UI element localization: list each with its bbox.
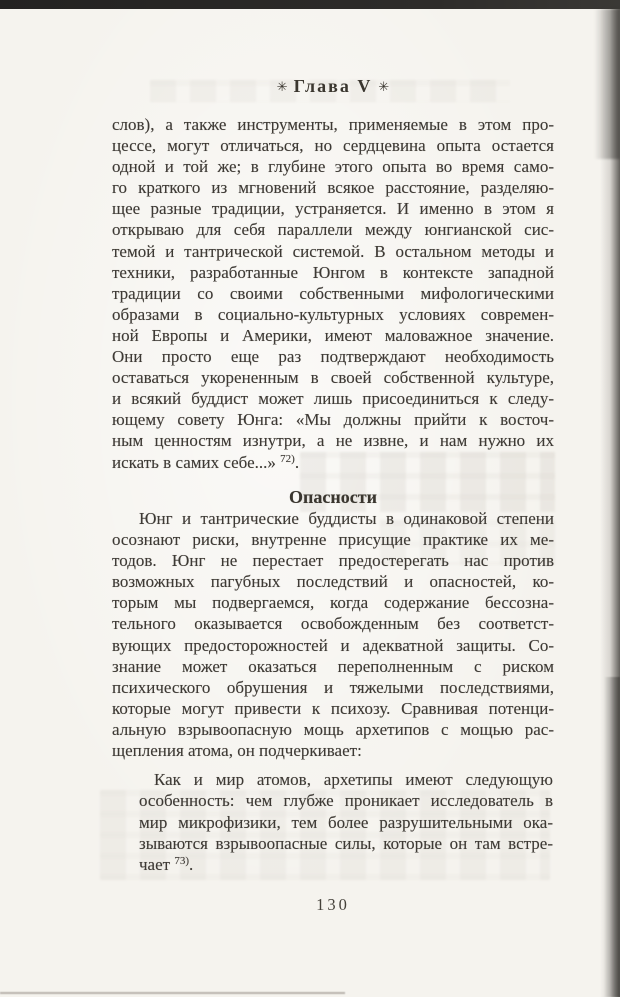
asterisk-ornament-icon: ✳	[378, 80, 390, 95]
text-line: слов), а также инструменты, применяемые в этом про-	[112, 115, 554, 134]
text-line: оставаться укорененным в своей собственной культуре,	[112, 368, 554, 388]
text-line: одной и той же; в глубине этого опыта во время само-	[112, 157, 554, 177]
footnote-reference: 73)	[174, 855, 189, 868]
block-quote	[139, 769, 553, 875]
text-line: торым мы подвергаемся, когда содержание бессозна-	[112, 593, 554, 613]
text-line: го краткого из мгновений всякое расстояние, разделяю-	[112, 178, 554, 198]
scan-right-edge-shadow-bottom	[604, 677, 620, 997]
text-line: цессе, могут отличаться, но сердцевина опыта остается	[112, 136, 554, 156]
text-line: и всякий буддист может лишь присоединиться к следу-	[112, 389, 554, 409]
text-line: техники, разработанные Юнгом в контексте западной	[112, 262, 554, 282]
text-line: ным ценностям изнутри, а не извне, и нам нужно их	[112, 431, 554, 451]
text-line: зываются взрывоопасные силы, которые он там встре-	[139, 833, 553, 853]
text-line: возможных пагубных последствий и опасностей, ко-	[112, 572, 554, 592]
text-line: которые могут привести к психозу. Сравнивая потенци-	[112, 698, 554, 718]
asterisk-ornament-icon: ✳	[276, 80, 288, 95]
text-line: знание может оказаться переполненным с риском	[112, 656, 554, 676]
scan-top-edge	[0, 0, 620, 9]
paragraph-dangers	[112, 508, 554, 761]
text-line: вующих предосторожностей и адекватной защиты. Со-	[112, 635, 554, 655]
text-line: ющему совету Юнга: «Мы должны прийти к восточ-	[112, 410, 554, 430]
text-line: традиции со своими собственными мифологическими	[112, 283, 554, 303]
text-line: Как и мир атомов, архетипы имеют следующую	[154, 770, 553, 789]
text-line: искать в самих себе...» $^{72)}$.	[112, 452, 300, 472]
chapter-header	[112, 76, 554, 97]
text-line: ной Европы и Америки, имеют маловажное значение.	[112, 325, 554, 345]
text-line: особенность: чем глубже проникает исследователь в	[139, 791, 553, 811]
text-line: психического обрушения и тяжелыми последствиями,	[112, 677, 554, 697]
chapter-title: Глава V	[293, 76, 373, 96]
page-number: 130	[316, 895, 350, 914]
scan-bottom-edge	[0, 992, 345, 994]
footnote-reference: 72)	[280, 452, 295, 465]
text-line: открываю для себя параллели между юнгианской сис-	[112, 220, 554, 240]
text-line: осознают риски, внутренне присущие практике их ме-	[112, 530, 554, 550]
paragraph-continuation	[112, 114, 554, 473]
text-line: мир микрофизики, тем более разрушительными ока-	[139, 812, 553, 832]
text-line: тельного оказывается освобожденным без соответст-	[112, 614, 554, 634]
text-line: Они просто еще раз подтверждают необходимость	[112, 347, 554, 367]
text-line: темой и тантрической системой. В остальном методы и	[112, 241, 554, 261]
text-line: чает $^{73)}$.	[139, 855, 194, 875]
text-line: щепления атома, он подчеркивает:	[112, 741, 362, 761]
text-line: щее разные традиции, устраняется. И именно в этом я	[112, 199, 554, 219]
text-line: образами в социально-культурных условиях современ-	[112, 304, 554, 324]
scan-right-edge-shadow-top	[594, 9, 620, 159]
text-line: Юнг и тантрические буддисты в одинаковой степени	[139, 509, 554, 528]
text-line: тодов. Юнг не перестает предостерегать нас против	[112, 551, 554, 571]
section-heading: Опасности	[289, 487, 377, 507]
text-line: альную взрывоопасную мощь архетипов с мощью рас-	[112, 719, 554, 739]
